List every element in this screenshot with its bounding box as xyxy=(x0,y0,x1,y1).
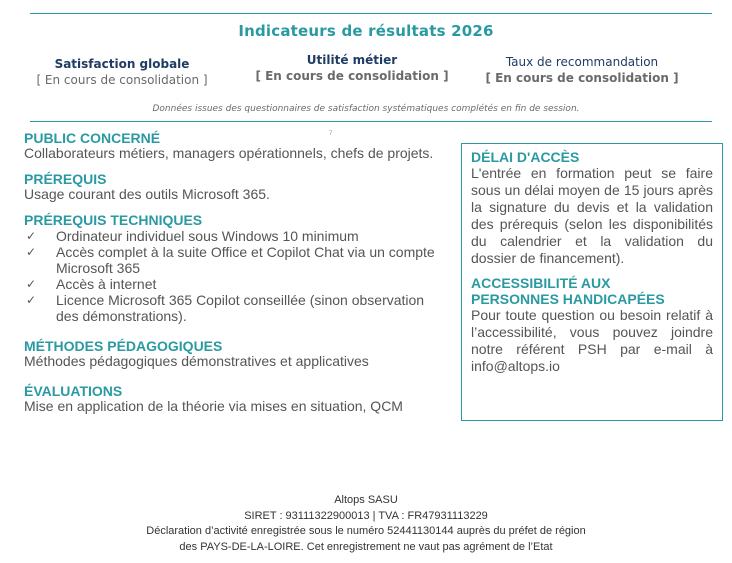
section-heading: PRÉREQUIS TECHNIQUES xyxy=(24,212,203,228)
section-heading: MÉTHODES PÉDAGOGIQUES xyxy=(24,338,223,354)
check-icon: ✓ xyxy=(26,245,37,259)
left-column xyxy=(24,130,444,424)
page-marker: 7 xyxy=(329,131,333,137)
accessibilite-text: Pour toute question ou besoin relatif à l’accessibilité, vous pouvez joindre notre référent PSH par e-mail à info@altops.io xyxy=(471,307,713,374)
section-text: Méthodes pédagogiques démonstratives et applicatives xyxy=(24,353,369,369)
footer-declaration-2: des PAYS-DE-LA-LOIRE. Cet enregistrement ne vaut pas agrément de l’Etat xyxy=(179,540,553,553)
footer xyxy=(0,493,732,555)
accessibilite-heading-line2: PERSONNES HANDICAPÉES xyxy=(471,291,665,307)
delai-heading: DÉLAI D'ACCÈS xyxy=(471,149,580,165)
list-item: ✓ Licence Microsoft 365 Copilot conseillée (sinon observation des démonstrations). xyxy=(26,292,425,324)
kpi-label: Satisfaction globale xyxy=(54,57,190,71)
section-heading: ÉVALUATIONS xyxy=(24,383,123,399)
list-item: ✓ Accès à internet xyxy=(26,276,157,292)
kpi-value: [ En cours de consolidation ] xyxy=(485,71,679,85)
kpi-recommandation xyxy=(482,55,682,85)
kpi-label: Utilité métier xyxy=(306,53,398,67)
top-divider xyxy=(30,13,712,14)
section-prerequis xyxy=(24,171,444,202)
section-divider xyxy=(30,121,712,122)
section-text: Usage courant des outils Microsoft 365. xyxy=(24,186,270,202)
section-methodes xyxy=(24,338,444,369)
delai-text: L'entrée en formation peut se faire sous un délai moyen de 15 jours après la signature du devis et la validation des prérequis (selon les disponibilités du calendrier et la validation du dossier de financement). xyxy=(471,165,713,266)
section-public xyxy=(24,130,444,161)
kpi-value: [ En cours de consolidation ] xyxy=(36,73,208,87)
check-icon: ✓ xyxy=(26,277,37,291)
section-prerequis-techniques xyxy=(24,212,444,324)
check-icon: ✓ xyxy=(26,229,37,243)
section-heading: PRÉREQUIS xyxy=(24,171,107,187)
kpi-satisfaction xyxy=(22,57,222,87)
section-text: Collaborateurs métiers, managers opérationnels, chefs de projets. xyxy=(24,145,434,161)
footer-ids: SIRET : 93111322900013 | TVA : FR47931113229 xyxy=(244,509,488,522)
kpi-label: Taux de recommandation xyxy=(505,55,659,69)
list-item: ✓ Accès complet à la suite Office et Copilot Chat via un compte Microsoft 365 xyxy=(26,244,435,276)
info-box xyxy=(461,143,723,421)
page-title: Indicateurs de résultats 2026 xyxy=(238,22,494,40)
requirements-list xyxy=(24,228,444,324)
check-icon: ✓ xyxy=(26,293,37,307)
footer-declaration-1: Déclaration d’activité enregistrée sous le numéro 52441130144 auprès du préfet de région xyxy=(146,525,586,537)
section-text: Mise en application de la théorie via mises en situation, QCM xyxy=(24,398,403,414)
source-note: Données issues des questionnaires de satisfaction systématiques complétés en fin de session. xyxy=(152,104,580,114)
footer-company: Altops SASU xyxy=(334,494,398,506)
accessibilite-heading-line1: ACCESSIBILITÉ AUX xyxy=(471,275,611,291)
kpi-utilite xyxy=(252,53,452,83)
section-heading: PUBLIC CONCERNÉ xyxy=(24,130,161,146)
section-evaluations xyxy=(24,383,444,414)
list-item: ✓ Ordinateur individuel sous Windows 10 minimum xyxy=(26,228,359,244)
kpi-value: [ En cours de consolidation ] xyxy=(255,69,449,83)
